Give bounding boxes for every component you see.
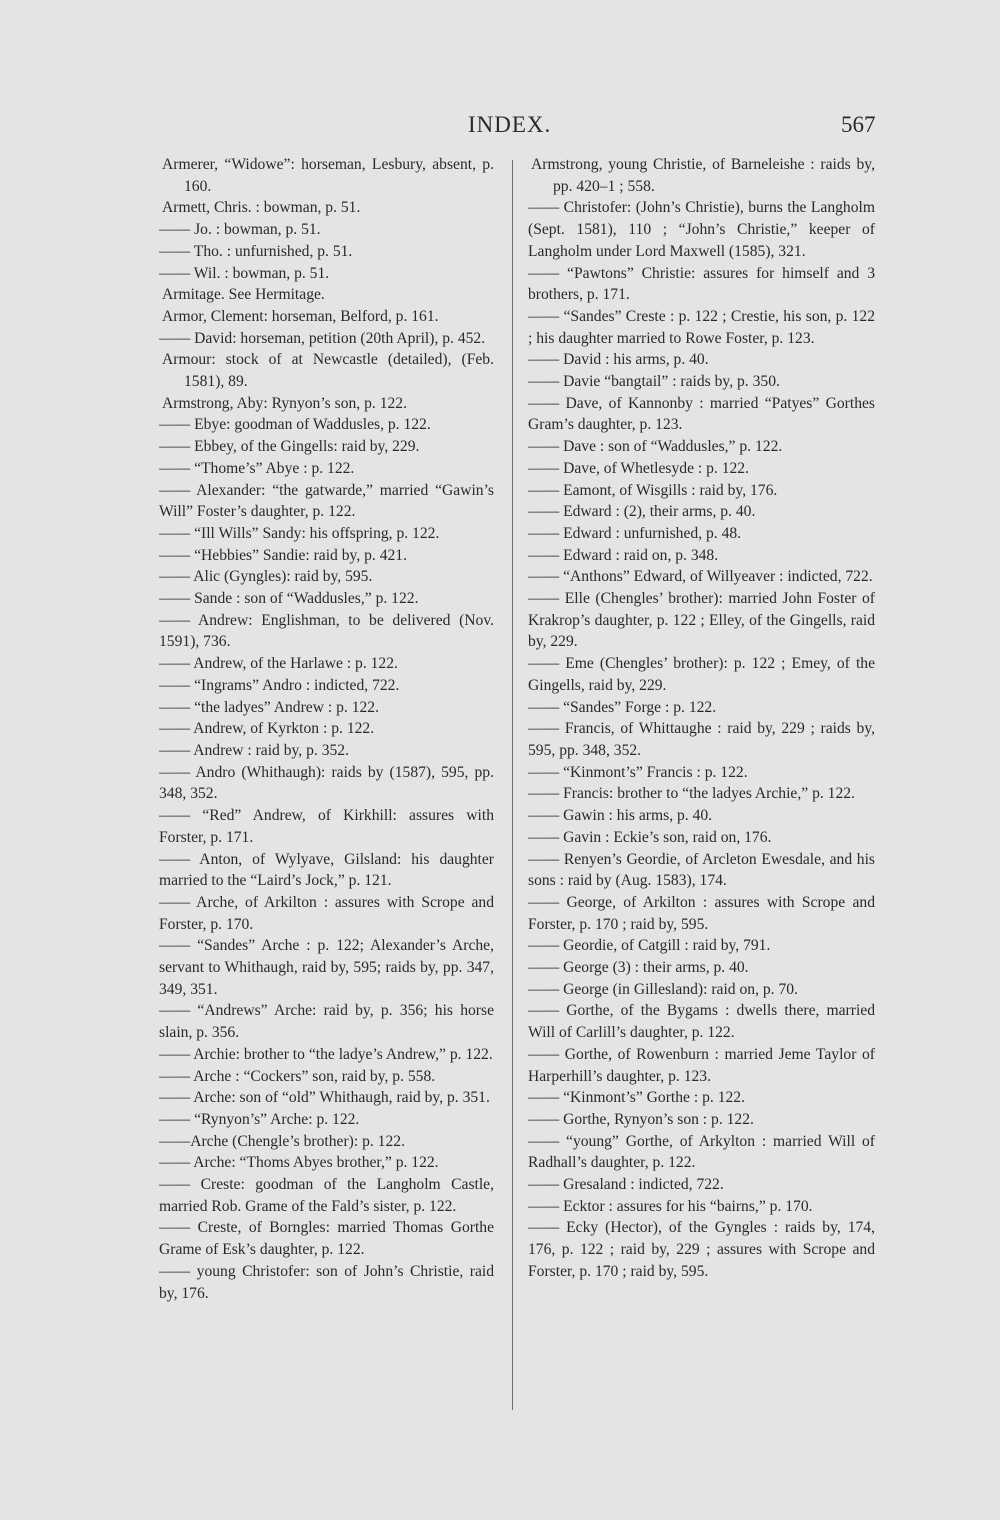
index-entry: Armstrong, young Christie, of Barneleishe : raids by, pp. 420–1 ; 558. bbox=[531, 156, 875, 195]
index-entry: —— Ecktor : assures for his “bairns,” p. 170. bbox=[528, 1197, 813, 1215]
index-entry: —— Wil. : bowman, p. 51. bbox=[159, 264, 330, 282]
index-entry: —— young Christofer: son of John’s Christie, raid by, 176. bbox=[159, 1262, 494, 1302]
index-entry: —— Tho. : unfurnished, p. 51. bbox=[159, 242, 353, 260]
index-entry: —— Dave : son of “Waddusles,” p. 122. bbox=[528, 438, 783, 456]
index-entry: —— George (in Gillesland): raid on, p. 70. bbox=[528, 980, 798, 998]
index-entry: —— Gorthe, Rynyon’s son : p. 122. bbox=[528, 1110, 754, 1128]
index-entry: —— Arche : “Cockers” son, raid by, p. 558. bbox=[159, 1067, 436, 1085]
index-entry: —— “Sandes” Arche : p. 122; Alexander’s Arche, servant to Whithaugh, raid by, 595; raids by, pp. 347, 349, 351. bbox=[159, 937, 494, 998]
index-entry: —— Eamont, of Wisgills : raid by, 176. bbox=[528, 481, 778, 499]
index-entry: —— “Thome’s” Abye : p. 122. bbox=[159, 459, 355, 477]
index-entry: —— Archie: brother to “the ladye’s Andrew,” p. 122. bbox=[159, 1045, 493, 1063]
index-entry: ——Arche (Chengle’s brother): p. 122. bbox=[159, 1132, 405, 1150]
index-entry: —— Elle (Chengles’ brother): married John Foster of Krakrop’s daughter, p. 122 ; Elley, of the Gingells, raid by, 229. bbox=[528, 590, 875, 651]
index-entry: —— “Ingrams” Andro : indicted, 722. bbox=[159, 676, 400, 694]
index-entry: —— “Hebbies” Sandie: raid by, p. 421. bbox=[159, 546, 407, 564]
index-entry: —— Andrew, of the Harlawe : p. 122. bbox=[159, 655, 398, 673]
index-entry: —— Dave, of Whetlesyde : p. 122. bbox=[528, 459, 750, 477]
index-entry: —— Francis, of Whittaughe : raid by, 229 ; raids by, 595, pp. 348, 352. bbox=[528, 720, 875, 759]
index-entry: —— Arche: “Thoms Abyes brother,” p. 122. bbox=[159, 1154, 439, 1172]
index-entry: —— Eme (Chengles’ brother): p. 122 ; Emey, of the Gingells, raid by, 229. bbox=[528, 655, 875, 694]
index-entry: —— “Red” Andrew, of Kirkhill: assures with Forster, p. 171. bbox=[159, 807, 494, 846]
index-entry: —— “Kinmont’s” Francis : p. 122. bbox=[528, 763, 748, 781]
index-entry: —— David : his arms, p. 40. bbox=[528, 351, 709, 369]
index-entry: —— Dave, of Kannonby : married “Patyes” Gorthes Gram’s daughter, p. 123. bbox=[528, 394, 875, 434]
index-entry: —— Gresaland : indicted, 722. bbox=[528, 1176, 724, 1194]
index-entry: —— Creste, of Borngles: married Thomas Gorthe Grame of Esk’s daughter, p. 122. bbox=[159, 1219, 494, 1259]
index-entry: —— “Rynyon’s” Arche: p. 122. bbox=[159, 1110, 360, 1128]
index-entry: —— “Pawtons” Christie: assures for himself and 3 brothers, p. 171. bbox=[528, 264, 875, 304]
index-entry: —— George (3) : their arms, p. 40. bbox=[528, 959, 749, 977]
index-entry: Armerer, “Widowe”: horseman, Lesbury, absent, p. 160. bbox=[162, 156, 494, 195]
index-entry: Armor, Clement: horseman, Belford, p. 161. bbox=[162, 307, 439, 325]
page-number: 567 bbox=[841, 112, 876, 137]
index-entry: —— “Sandes” Forge : p. 122. bbox=[528, 698, 717, 716]
index-entry: —— Davie “bangtail” : raids by, p. 350. bbox=[528, 373, 780, 391]
index-entry: —— Sande : son of “Waddusles,” p. 122. bbox=[159, 590, 419, 608]
index-entry: —— Gorthe, of the Bygams : dwells there, married Will of Carlill’s daughter, p. 122. bbox=[528, 1002, 875, 1042]
index-entry: Armour: stock of at Newcastle (detailed), (Feb. 1581), 89. bbox=[162, 351, 494, 391]
index-entry: —— Andrew, of Kyrkton : p. 122. bbox=[159, 720, 375, 738]
index-entry: —— “Anthons” Edward, of Willyeaver : indicted, 722. bbox=[528, 568, 873, 586]
index-entry: —— “Andrews” Arche: raid by, p. 356; his horse slain, p. 356. bbox=[159, 1002, 494, 1042]
index-entry: —— Edward : unfurnished, p. 48. bbox=[528, 524, 742, 542]
index-entry: —— Alic (Gyngles): raid by, 595. bbox=[159, 568, 373, 586]
index-entry: —— George, of Arkilton : assures with Scrope and Forster, p. 170 ; raid by, 595. bbox=[528, 893, 875, 933]
index-entry: —— “Sandes” Creste : p. 122 ; Crestie, his son, p. 122 ; his daughter married to Rowe Foster, p. 123. bbox=[528, 307, 875, 347]
index-entry: —— Andrew : raid by, p. 352. bbox=[159, 741, 349, 759]
index-entry: —— David: horseman, petition (20th April), p. 452. bbox=[159, 329, 486, 347]
index-entry: —— Alexander: “the gatwarde,” married “Gawin’s Will” Foster’s daughter, p. 122. bbox=[159, 481, 494, 521]
index-column-left bbox=[159, 154, 494, 1304]
index-entry: —— Creste: goodman of the Langholm Castle, married Rob. Grame of the Fald’s sister, p. 122. bbox=[159, 1176, 494, 1215]
page-title: INDEX. bbox=[468, 112, 552, 137]
index-entry: —— Ebbey, of the Gingells: raid by, 229. bbox=[159, 438, 420, 456]
index-entry: —— “the ladyes” Andrew : p. 122. bbox=[159, 698, 379, 716]
index-entry: —— Arche: son of “old” Whithaugh, raid by, p. 351. bbox=[159, 1089, 490, 1107]
index-entry: —— Ecky (Hector), of the Gyngles : raids by, 174, 176, p. 122 ; raid by, 229 ; assures with Scrope and Forster, p. 170 ; raid by, 595. bbox=[528, 1219, 875, 1280]
index-entry: —— Gavin : Eckie’s son, raid on, 176. bbox=[528, 828, 772, 846]
index-entry: —— Andro (Whithaugh): raids by (1587), 595, pp. 348, 352. bbox=[159, 763, 494, 803]
index-entry: —— Andrew: Englishman, to be delivered (Nov. 1591), 736. bbox=[159, 611, 494, 651]
index-entry: —— Gorthe, of Rowenburn : married Jeme Taylor of Harperhill’s daughter, p. 123. bbox=[528, 1045, 875, 1085]
index-entry: —— Gawin : his arms, p. 40. bbox=[528, 807, 713, 825]
index-entry: —— Arche, of Arkilton : assures with Scrope and Forster, p. 170. bbox=[159, 893, 494, 933]
index-entry: —— Ebye: goodman of Waddusles, p. 122. bbox=[159, 416, 431, 434]
index-entry: Armitage. See Hermitage. bbox=[162, 286, 325, 304]
page-header bbox=[0, 112, 1000, 142]
index-entry: —— Jo. : bowman, p. 51. bbox=[159, 221, 321, 239]
column-divider bbox=[512, 160, 513, 1410]
index-entry: —— “Kinmont’s” Gorthe : p. 122. bbox=[528, 1089, 745, 1107]
index-entry: Armstrong, Aby: Rynyon’s son, p. 122. bbox=[162, 394, 407, 412]
index-entry: —— Edward : raid on, p. 348. bbox=[528, 546, 719, 564]
index-entry: —— Francis: brother to “the ladyes Archie,” p. 122. bbox=[528, 785, 855, 803]
index-entry: —— Anton, of Wylyave, Gilsland: his daughter married to the “Laird’s Jock,” p. 121. bbox=[159, 850, 494, 890]
index-entry: —— Christofer: (John’s Christie), burns the Langholm (Sept. 1581), 110 ; “John’s Christie,” keeper of Langholm under Lord Maxwell (1585), 321. bbox=[528, 199, 875, 260]
index-column-right bbox=[528, 154, 875, 1283]
index-entry: —— Renyen’s Geordie, of Arcleton Ewesdale, and his sons : raid by (Aug. 1583), 174. bbox=[528, 850, 875, 890]
index-entry: —— Geordie, of Catgill : raid by, 791. bbox=[528, 937, 771, 955]
index-entry: Armett, Chris. : bowman, p. 51. bbox=[162, 199, 361, 217]
index-entry: —— “Ill Wills” Sandy: his offspring, p. 122. bbox=[159, 524, 440, 542]
index-entry: —— Edward : (2), their arms, p. 40. bbox=[528, 503, 756, 521]
index-entry: —— “young” Gorthe, of Arkylton : married Will of Radhall’s daughter, p. 122. bbox=[528, 1132, 875, 1172]
